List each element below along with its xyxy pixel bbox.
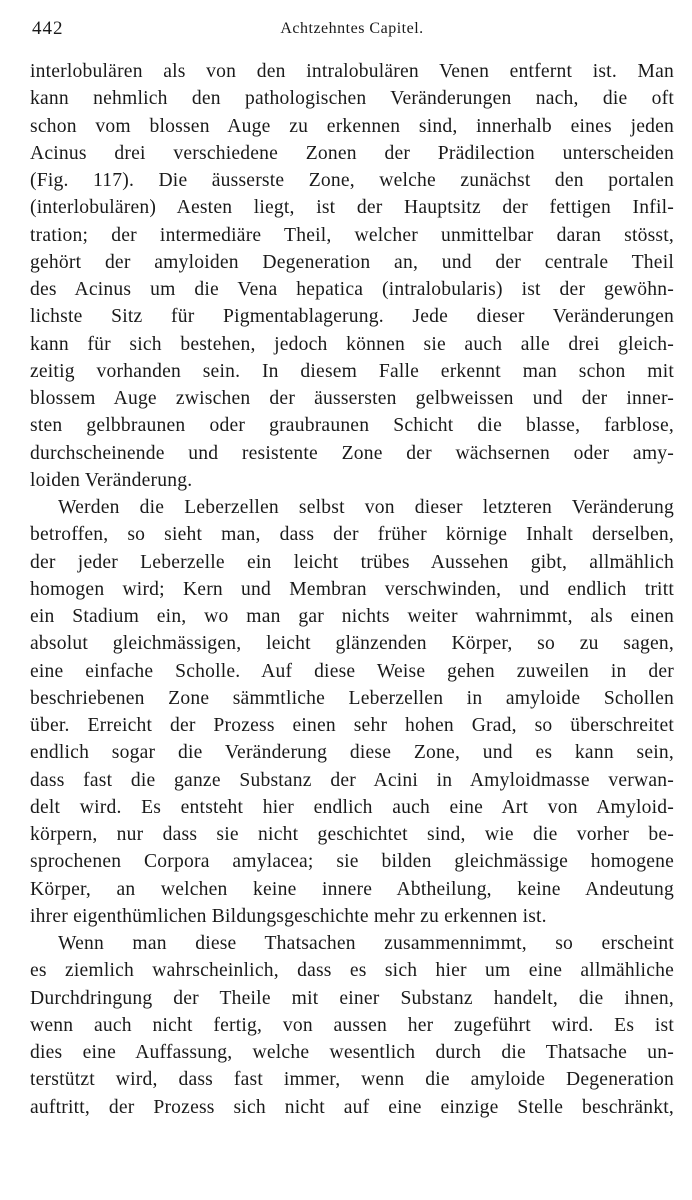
text-line: wenn auch nicht fertig, von aussen her zugeführt wird. Es ist (30, 1014, 674, 1036)
text-line: endlich sogar die Veränderung diese Zone, und es kann sein, (30, 742, 674, 764)
text-line: gehört der amyloiden Degeneration an, und der centrale Theil (30, 251, 674, 273)
text-line: interlobulären als von den intralobulären Venen entfernt ist. Man (30, 61, 674, 82)
text-line: des Acinus um die Vena hepatica (intralobularis) ist der gewöhn- (30, 279, 674, 300)
text-line: es ziemlich wahrscheinlich, dass es sich hier um eine allmähliche (30, 960, 674, 982)
text-line: körpern, nur dass sie nicht geschichtet sind, wie die vorher be- (30, 824, 674, 845)
text-line: (Fig. 117). Die äusserste Zone, welche zunächst den portalen (30, 170, 674, 191)
text-line: terstützt wird, dass fast immer, wenn die amyloide Degeneration (30, 1069, 674, 1091)
text-line: Werden die Leberzellen selbst von dieser letzteren Veränderung (58, 497, 674, 518)
text-line: dies eine Auffassung, welche wesentlich durch die Thatsache un- (30, 1042, 674, 1063)
text-line: kann für sich bestehen, jedoch können sie auch alle drei gleich- (30, 333, 674, 355)
text-line: Wenn man diese Thatsachen zusammennimmt, so erscheint (58, 933, 674, 954)
text-line: loiden Veränderung. (30, 469, 193, 491)
running-head (30, 14, 674, 44)
text-line: der jeder Leberzelle ein leicht trübes Aussehen gibt, allmählich (30, 551, 674, 573)
text-line: lichste Sitz für Pigmentablagerung. Jede dieser Veränderungen (30, 306, 674, 328)
text-line: kann nehmlich den pathologischen Veränderungen nach, die oft (30, 88, 674, 110)
text-line: dass fast die ganze Substanz der Acini in Amyloidmasse verwan- (30, 769, 674, 791)
text-line: Acinus drei verschiedene Zonen der Prädilection unterscheiden (30, 142, 674, 164)
text-line: ihrer eigenthümlichen Bildungsgeschichte mehr zu erkennen ist. (30, 905, 547, 927)
text-line: absolut gleichmässigen, leicht glänzenden Körper, so zu sagen, (30, 633, 674, 655)
text-line: Durchdringung der Theile mit einer Substanz handelt, die ihnen, (30, 987, 674, 1009)
text-line: sten gelbbraunen oder graubraunen Schicht die blasse, farblose, (30, 415, 674, 437)
text-line: durchscheinende und resistente Zone der wächsernen oder amy- (30, 442, 674, 464)
chapter-title: Achtzehntes Capitel. (280, 20, 424, 37)
text-line: ein Stadium ein, wo man gar nichts weiter wahrnimmt, als einen (30, 606, 674, 627)
text-line: zeitig vorhanden sein. In diesem Falle erkennt man schon mit (30, 360, 674, 382)
text-line: betroffen, so sieht man, dass der früher körnige Inhalt derselben, (30, 524, 674, 546)
text-line: Körper, an welchen keine innere Abtheilung, keine Andeutung (30, 878, 674, 900)
body-text (30, 58, 674, 1121)
text-line: (interlobulären) Aesten liegt, ist der Hauptsitz der fettigen Infil- (30, 197, 674, 219)
text-line: eine einfache Scholle. Auf diese Weise gehen zuweilen in der (30, 660, 674, 682)
paragraph-2 (30, 494, 674, 930)
page-number: 442 (32, 18, 64, 39)
text-line: beschriebenen Zone sämmtliche Leberzellen in amyloide Schollen (30, 687, 674, 709)
text-line: tration; der intermediäre Theil, welcher unmittelbar daran stösst, (30, 224, 674, 246)
text-line: schon vom blossen Auge zu erkennen sind, innerhalb eines jeden (30, 115, 674, 137)
text-line: auftritt, der Prozess sich nicht auf eine einzige Stelle beschränkt, (30, 1096, 674, 1118)
paragraph-1 (30, 58, 674, 494)
paragraph-3 (30, 930, 674, 1121)
text-line: über. Erreicht der Prozess einen sehr hohen Grad, so überschreitet (30, 715, 674, 736)
text-line: delt wird. Es entsteht hier endlich auch eine Art von Amyloid- (30, 796, 674, 818)
text-line: blossem Auge zwischen der äussersten gelbweissen und der inner- (30, 388, 674, 409)
text-line: sprochenen Corpora amylacea; sie bilden gleichmässige homogene (30, 851, 674, 873)
text-line: homogen wird; Kern und Membran verschwinden, und endlich tritt (30, 578, 674, 600)
